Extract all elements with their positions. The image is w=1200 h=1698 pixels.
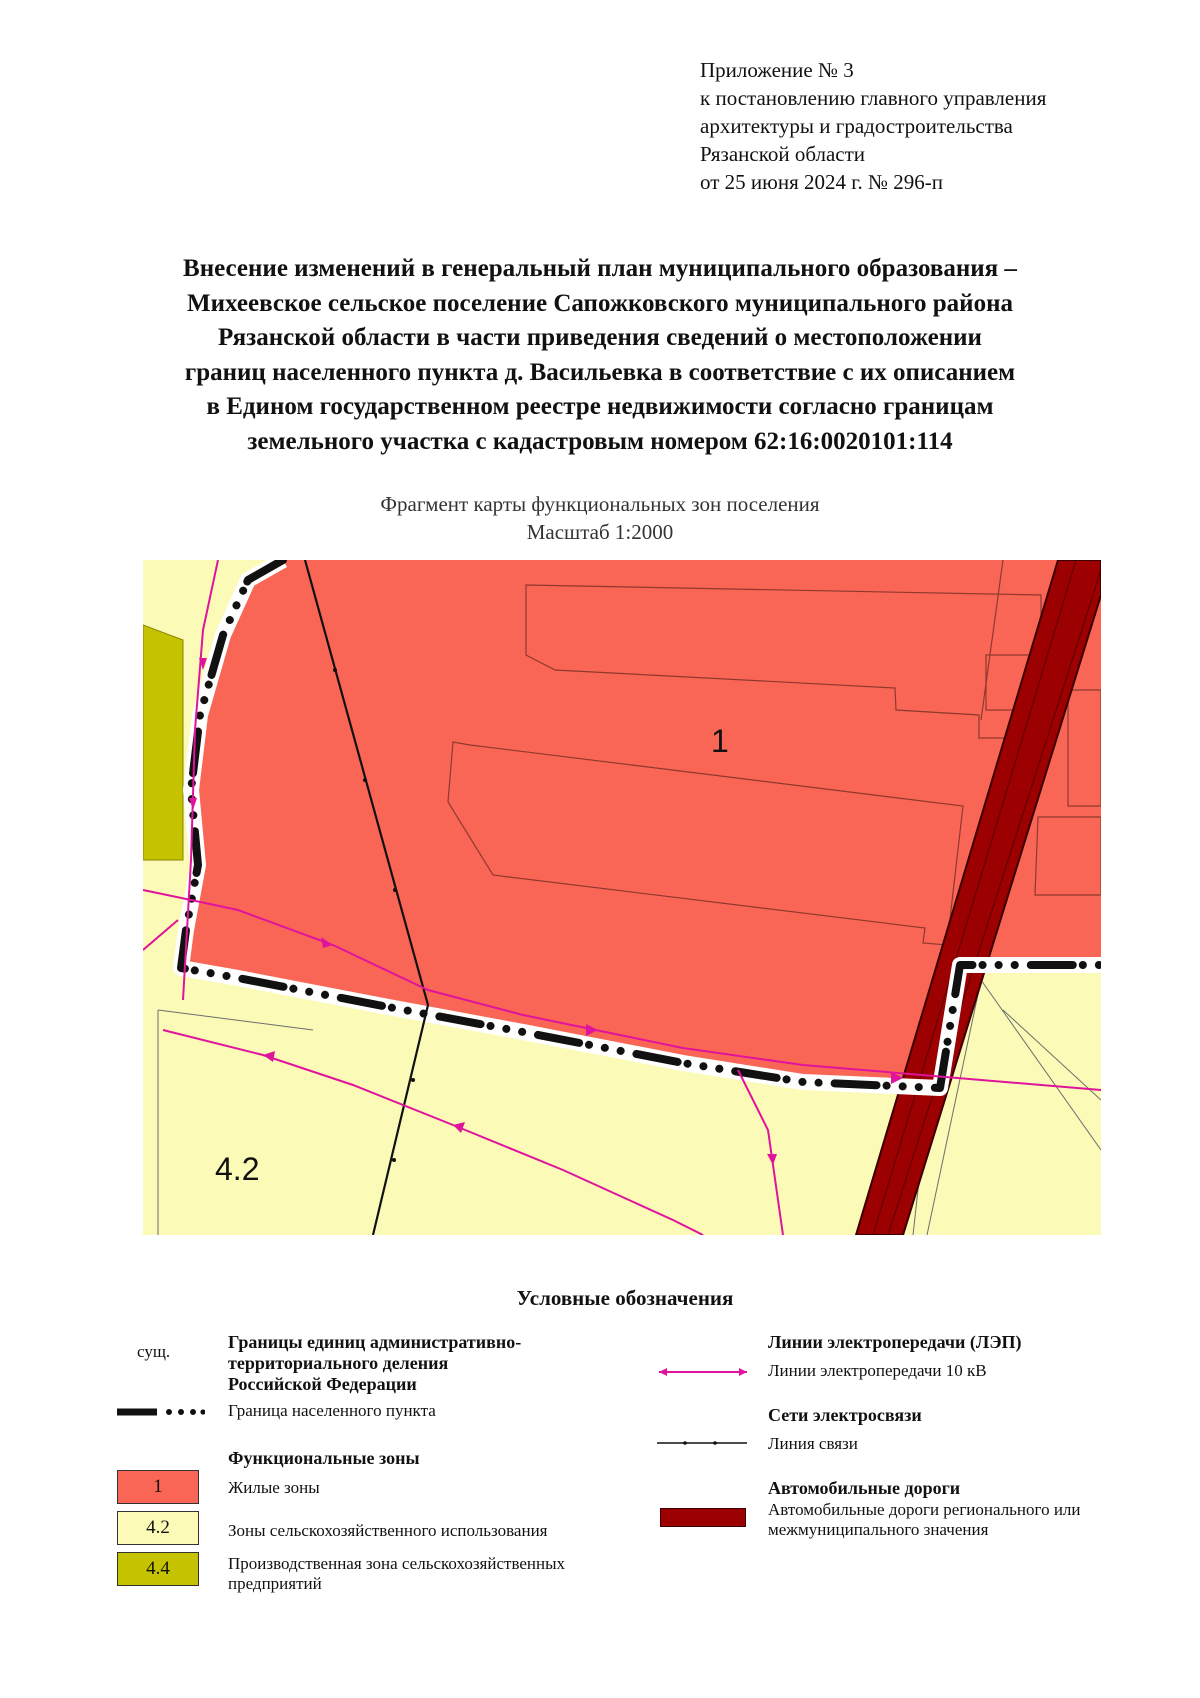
legend-zone-production — [228, 1554, 648, 1594]
legend-power-item: Линии электропередачи 10 кВ — [768, 1361, 987, 1380]
title-line: Рязанской области в части приведения сведений о местоположении — [218, 324, 982, 351]
legend-admin-heading — [228, 1332, 648, 1395]
title-line: Михеевское сельское поселение Сапожковского муниципального района — [187, 289, 1013, 317]
legend-admin-heading-line: Границы единиц административно- — [228, 1332, 522, 1352]
map-caption — [200, 490, 1000, 546]
legend-zone-agricultural: Зоны сельскохозяйственного использования — [228, 1521, 548, 1540]
legend-existing-label: сущ. — [137, 1342, 171, 1361]
title-line: земельного участка с кадастровым номером 62:16:0020101:114 — [247, 427, 953, 455]
appendix-line: Рязанской области — [700, 142, 866, 166]
swatch-residential: 1 — [117, 1470, 199, 1504]
legend-telecom-item: Линия связи — [768, 1434, 858, 1453]
legend-title: Условные обозначения — [516, 1286, 734, 1310]
legend-roads-item-line: межмуниципального значения — [768, 1520, 989, 1539]
legend-zone-production-line: Производственная зона сельскохозяйственных — [228, 1554, 566, 1573]
title-line: Внесение изменений в генеральный план муниципального образования – — [183, 255, 1017, 282]
legend-roads-item-line: Автомобильные дороги регионального или — [768, 1500, 1081, 1519]
legend-admin-heading-line: территориального деления — [228, 1353, 449, 1373]
map-fragment[interactable] — [143, 560, 1101, 1235]
title-line: в Едином государственном реестре недвижимости согласно границам — [206, 393, 994, 420]
zone-label-residential: 1 — [711, 723, 729, 759]
power-line-symbol — [655, 1365, 750, 1379]
legend-zone-residential: Жилые зоны — [228, 1478, 320, 1497]
legend-telecom-heading: Сети электросвязи — [768, 1405, 922, 1425]
document-title — [60, 252, 1140, 459]
legend-power-heading: Линии электропередачи (ЛЭП) — [768, 1332, 1022, 1352]
appendix-reference — [700, 56, 1160, 196]
map-scale: Масштаб 1:2000 — [526, 520, 674, 544]
road-symbol — [660, 1508, 746, 1527]
zone-label-agricultural: 4.2 — [215, 1151, 260, 1187]
appendix-line: Приложение № 3 — [700, 58, 854, 82]
legend-settlement-border: Граница населенного пункта — [228, 1401, 436, 1420]
appendix-line: к постановлению главного управления — [700, 86, 1047, 110]
legend-roads-heading: Автомобильные дороги — [768, 1478, 961, 1498]
legend-zones-heading: Функциональные зоны — [228, 1448, 420, 1468]
swatch-agricultural: 4.2 — [117, 1511, 199, 1545]
settlement-boundary-symbol — [115, 1405, 205, 1419]
appendix-line: от 25 июня 2024 г. № 296-п — [700, 170, 943, 194]
title-line: границ населенного пункта д. Васильевка в соответствие с их описанием — [184, 358, 1016, 386]
comm-line-symbol — [655, 1438, 750, 1448]
map-caption-title: Фрагмент карты функциональных зон поселения — [380, 492, 820, 516]
production-zone — [143, 625, 183, 860]
appendix-line: архитектуры и градостроительства — [700, 114, 1013, 138]
legend-zone-production-line: предприятий — [228, 1574, 322, 1593]
legend-admin-heading-line: Российской Федерации — [228, 1374, 417, 1394]
legend-roads-item — [768, 1500, 1168, 1540]
swatch-production: 4.4 — [117, 1552, 199, 1586]
